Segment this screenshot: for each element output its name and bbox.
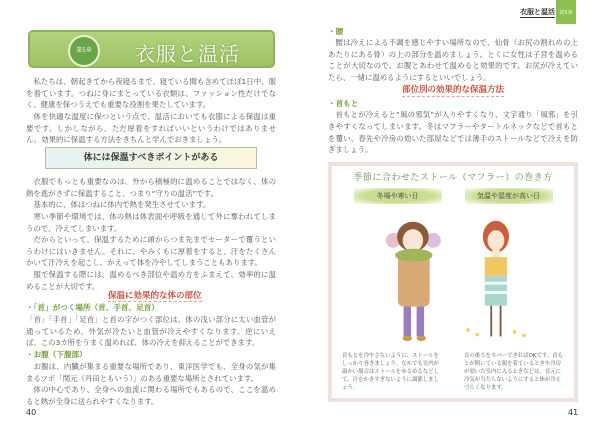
winter-woman-icon	[386, 221, 441, 340]
item-label-neck: ・「首」がつく場所（首、手首、足首）	[26, 303, 159, 312]
section-heading: 体には保温すべきポイントがある	[45, 147, 257, 169]
section-paragraph-4: だからといって、保温するために頭からつま先までセーターで覆うというわけにはいきません。それに、やみくもに厚着をすると、汗をたくさんかいて汗冷えを起こし、かえって体を冷やしてしまうこともあります。	[26, 235, 276, 268]
box-captions	[342, 352, 564, 392]
warm-day-caption: 首の後ろをカバーできればOKです。首もとが開いている服を着ているときや冷房が効いた室内に入るときなどは、首元に冷気が当たらないようにすると体が冷えづらくなります。	[464, 353, 563, 391]
scarf-tips-box	[328, 162, 578, 402]
subheading: 保温に効果的な体の部位	[108, 291, 202, 301]
cold-day-caption: 首もとを冷やさないように、ストールをしっかり巻きましょう。なかでも室内が温かい場合はストールをゆるめるなどして、汗をかきすぎないように調節しましょう。	[342, 353, 440, 391]
page-number: 40	[26, 408, 37, 417]
chapter-tab: 第5章	[556, 0, 576, 24]
item-text-belly-2: 体の中心であり、全身への血流に関わる場所でもあるので、ここを温めると熱が全身に送られやすくなります。	[26, 385, 276, 406]
right-page-column	[328, 26, 578, 402]
right-subheading: 部位別の効果的な保温方法	[401, 85, 504, 96]
intro-paragraph-2: 体を快適な温度に保つという点で、温活においても衣服による保温は重要です。しかしながら、ただ厚着をすればいいというわけではありません。効果的に保温する方法をきちんと学んでおきましょう。	[26, 112, 276, 145]
item-label-belly: ・お腹（下腹部）	[26, 350, 87, 359]
item-text-neck: 「首」「手首」「足首」と首の字がつく部位は、体の浅い部分に太い血管が通っているため、外気が冷たいと血管が冷えやすくなります。逆にいえば、この3カ所をうまく温めれば、体の冷えを抑えることができます。	[26, 315, 276, 348]
intro-paragraph-1: 私たちは、朝起きてから夜寝るまで、寝ている間も含めてほぼ1日中、服を着ています。つねに身にまとっている衣類は、ファッション性だけでなく、健康を保つうえでも重要な役割を果たしています。	[26, 77, 276, 110]
section-paragraph-3: 寒い季節や環境では、体の熱は体表面や呼吸を通して外に奪われてしまうので、冷えてしまいます。	[26, 212, 276, 233]
section-paragraph-2: 基本的に、体はつねに体内で熱を発生させています。	[33, 200, 211, 209]
illustration-women	[342, 204, 564, 352]
item-text-neckline: 首もとが冷えると“風の邪気”が入りやすくなり、文字通り「風邪」を引きやすくなってしまいます。冬はマフラーやタートルネックなどで首もとを覆い、春先や冷房の効いた部屋などでは薄手のストールなどで冷えを防ぎましょう。	[328, 110, 578, 155]
chapter-badge: 第5章	[68, 35, 100, 67]
item-text-waist: 腰は冷えによる不調を感じやすい場所なので、仙骨（お尻の割れめの上あたりにある骨）の上の部分を温めましょう。とくに女性は子宮を温めることが大切なので、お腹とあわせて温めると効果的です。お尻が冷えていたら、一緒に温めるようにするといいでしょう。	[328, 38, 578, 82]
box-labels	[342, 188, 564, 204]
item-label-waist: ・腰	[328, 27, 344, 36]
item-text-belly: お腹は、内臓が集まる重要な場所であり、東洋医学でも、全身の気が集まるツボ「関元（丹田ともいう）」のある重要な場所とされています。	[26, 362, 276, 383]
summer-woman-icon	[466, 221, 526, 338]
right-page-number: 41	[568, 408, 579, 417]
warm-day-label: 気温や湿度が高い日	[465, 188, 553, 204]
section-paragraph-5: 服で保温する際には、温めるべき部位や温め方をふまえて、効率的に温めることが大切です。	[26, 270, 276, 291]
running-header: 衣服と温活	[520, 8, 555, 16]
item-label-neckline: ・首もと	[328, 99, 359, 109]
cold-day-label: 冬場や寒い日	[354, 188, 442, 204]
chapter-title-banner	[28, 30, 275, 68]
chapter-title: 衣服と温活	[135, 42, 240, 66]
section-paragraph-1: 衣服でもっとも重要なのは、外から積極的に温めることではなく、体の熱を逃がさずに保温すること、つまり“守りの温活”です。	[26, 177, 276, 198]
box-title: 季節に合わせたストール（マフラー）の巻き方	[353, 172, 553, 183]
